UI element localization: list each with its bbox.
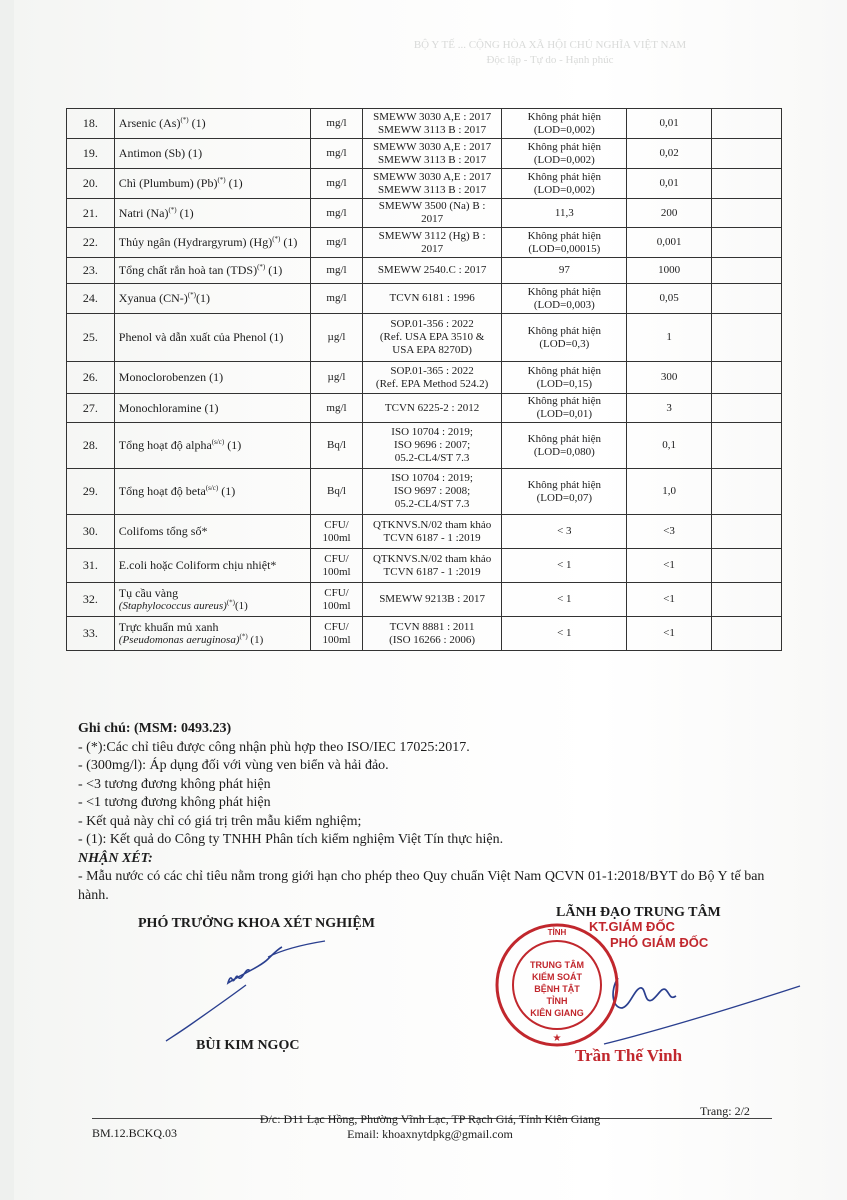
extra-column bbox=[711, 169, 781, 199]
allowed-limit: 1 bbox=[627, 314, 711, 362]
allowed-limit: 0,1 bbox=[627, 423, 711, 469]
note-line: - <1 tương đương không phát hiện bbox=[78, 795, 271, 810]
note-line: - <3 tương đương không phát hiện bbox=[78, 776, 271, 792]
allowed-limit: <3 bbox=[627, 515, 711, 549]
svg-text:BỆNH TẬT: BỆNH TẬT bbox=[534, 984, 580, 994]
unit: µg/l bbox=[311, 314, 363, 362]
test-method: SMEWW 3030 A,E : 2017 SMEWW 3113 B : 2017 bbox=[362, 169, 501, 199]
remark-text: - Mẫu nước có các chỉ tiêu nằm trong giới hạn cho phép theo Quy chuẩn Việt Nam QCVN 01-1:2018/BYT do Bộ Y tế ban hành. bbox=[78, 869, 765, 903]
form-code: BM.12.BCKQ.03 bbox=[92, 1126, 178, 1140]
allowed-limit: <1 bbox=[627, 617, 711, 651]
allowed-limit: 300 bbox=[627, 362, 711, 394]
unit: CFU/ 100ml bbox=[311, 549, 363, 583]
table-row bbox=[67, 284, 782, 314]
row-number: 22. bbox=[67, 228, 115, 258]
bleed-through-header: BỘ Y TẾ ... CỘNG HÒA XÃ HỘI CHỦ NGHĨA VIỆT NAM Độc lập - Tự do - Hạnh phúc bbox=[413, 39, 687, 66]
allowed-limit: <1 bbox=[627, 583, 711, 617]
unit: Bq/l bbox=[311, 469, 363, 515]
left-signatory-name: BÙI KIM NGỌC bbox=[196, 1038, 300, 1053]
extra-column bbox=[711, 617, 781, 651]
extra-column bbox=[711, 258, 781, 284]
left-signatory-title: PHÓ TRƯỞNG KHOA XÉT NGHIỆM bbox=[138, 916, 375, 931]
svg-text:TỈNH: TỈNH bbox=[546, 996, 568, 1006]
unit: Bq/l bbox=[311, 423, 363, 469]
test-result: Không phát hiện (LOD=0,07) bbox=[502, 469, 627, 515]
row-number: 32. bbox=[67, 583, 115, 617]
table-row bbox=[67, 139, 782, 169]
unit: mg/l bbox=[311, 109, 363, 139]
parameter-name: Tụ cầu vàng (Staphylococcus aureus)(*)(1) bbox=[114, 583, 310, 617]
footer-address: Đ/c: D11 Lạc Hồng, Phường Vĩnh Lạc, TP Rạch Giá, Tỉnh Kiên Giang Email: khoaxnytdpkg@gmail.com bbox=[259, 1112, 601, 1141]
table-row bbox=[67, 469, 782, 515]
test-method: TCVN 8881 : 2011 (ISO 16266 : 2006) bbox=[362, 617, 501, 651]
test-method: ISO 10704 : 2019; ISO 9696 : 2007; 05.2-CL4/ST 7.3 bbox=[362, 423, 501, 469]
test-method: SMEWW 3030 A,E : 2017 SMEWW 3113 B : 2017 bbox=[362, 109, 501, 139]
extra-column bbox=[711, 583, 781, 617]
test-result: Không phát hiện (LOD=0,01) bbox=[502, 394, 627, 423]
test-method: ISO 10704 : 2019; ISO 9697 : 2008; 05.2-CL4/ST 7.3 bbox=[362, 469, 501, 515]
test-method: SMEWW 2540.C : 2017 bbox=[362, 258, 501, 284]
unit: µg/l bbox=[311, 362, 363, 394]
test-result: Không phát hiện (LOD=0,3) bbox=[502, 314, 627, 362]
extra-column bbox=[711, 549, 781, 583]
parameter-name: Tổng hoạt độ beta$^{(s/c)}$ (1) bbox=[114, 469, 310, 515]
right-signatory-name: Trần Thế Vinh bbox=[575, 1046, 683, 1065]
svg-text:KIỂM SOÁT: KIỂM SOÁT bbox=[531, 972, 583, 982]
unit: mg/l bbox=[311, 284, 363, 314]
stamp-overlay-2: PHÓ GIÁM ĐỐC bbox=[610, 935, 709, 950]
allowed-limit: <1 bbox=[627, 549, 711, 583]
test-method: TCVN 6225-2 : 2012 bbox=[362, 394, 501, 423]
unit: mg/l bbox=[311, 169, 363, 199]
table-row bbox=[67, 362, 782, 394]
test-result: < 1 bbox=[502, 617, 627, 651]
unit: mg/l bbox=[311, 228, 363, 258]
test-method: TCVN 6181 : 1996 bbox=[362, 284, 501, 314]
stamp-overlay-1: KT.GIÁM ĐỐC bbox=[589, 919, 675, 934]
note-line: - (300mg/l): Áp dụng đối với vùng ven biển và hải đảo. bbox=[78, 758, 389, 773]
test-method: SMEWW 3030 A,E : 2017 SMEWW 3113 B : 2017 bbox=[362, 139, 501, 169]
table-row bbox=[67, 583, 782, 617]
row-number: 25. bbox=[67, 314, 115, 362]
test-method: SMEWW 3500 (Na) B : 2017 bbox=[362, 199, 501, 228]
table-row bbox=[67, 423, 782, 469]
note-line: - Kết quả này chỉ có giá trị trên mẫu kiểm nghiệm; bbox=[78, 813, 362, 829]
svg-text:KIÊN GIANG: KIÊN GIANG bbox=[530, 1008, 584, 1018]
table-row bbox=[67, 617, 782, 651]
unit: mg/l bbox=[311, 258, 363, 284]
extra-column bbox=[711, 228, 781, 258]
test-method: QTKNVS.N/02 tham khảo TCVN 6187 - 1 :2019 bbox=[362, 515, 501, 549]
row-number: 31. bbox=[67, 549, 115, 583]
row-number: 20. bbox=[67, 169, 115, 199]
table-row bbox=[67, 169, 782, 199]
row-number: 29. bbox=[67, 469, 115, 515]
table-row bbox=[67, 109, 782, 139]
extra-column bbox=[711, 284, 781, 314]
test-method: SMEWW 3112 (Hg) B : 2017 bbox=[362, 228, 501, 258]
extra-column bbox=[711, 515, 781, 549]
table-row bbox=[67, 258, 782, 284]
official-stamp bbox=[492, 920, 622, 1050]
allowed-limit: 0,05 bbox=[627, 284, 711, 314]
table-row bbox=[67, 199, 782, 228]
parameter-name: E.coli hoặc Coliform chịu nhiệt* bbox=[114, 549, 310, 583]
test-method: SOP.01-356 : 2022 (Ref. USA EPA 3510 & USA EPA 8270D) bbox=[362, 314, 501, 362]
test-result: < 1 bbox=[502, 583, 627, 617]
extra-column bbox=[711, 362, 781, 394]
test-method: SMEWW 9213B : 2017 bbox=[362, 583, 501, 617]
test-result: 11,3 bbox=[502, 199, 627, 228]
note-line: - (1): Kết quả do Công ty TNHH Phân tích kiểm nghiệm Việt Tín thực hiện. bbox=[78, 832, 504, 847]
test-result: Không phát hiện (LOD=0,002) bbox=[502, 109, 627, 139]
allowed-limit: 0,02 bbox=[627, 139, 711, 169]
table-row bbox=[67, 228, 782, 258]
test-result: < 3 bbox=[502, 515, 627, 549]
parameter-name: Monoclorobenzen (1) bbox=[114, 362, 310, 394]
parameter-name: Natri (Na)(*) (1) bbox=[114, 199, 310, 228]
row-number: 21. bbox=[67, 199, 115, 228]
allowed-limit: 0,001 bbox=[627, 228, 711, 258]
test-result: Không phát hiện (LOD=0,15) bbox=[502, 362, 627, 394]
parameter-name: Arsenic (As)(*) (1) bbox=[114, 109, 310, 139]
notes-title: Ghi chú: (MSM: 0493.23) bbox=[78, 721, 232, 736]
parameter-name: Thủy ngân (Hydrargyrum) (Hg)(*) (1) bbox=[114, 228, 310, 258]
parameter-name: Phenol và dẫn xuất của Phenol (1) bbox=[114, 314, 310, 362]
row-number: 18. bbox=[67, 109, 115, 139]
allowed-limit: 3 bbox=[627, 394, 711, 423]
parameter-name: Chì (Plumbum) (Pb)(*) (1) bbox=[114, 169, 310, 199]
results-table bbox=[66, 108, 782, 651]
row-number: 19. bbox=[67, 139, 115, 169]
remark-title: NHẬN XÉT: bbox=[78, 850, 153, 866]
allowed-limit: 0,01 bbox=[627, 169, 711, 199]
note-line: - (*):Các chỉ tiêu được công nhận phù hợp theo ISO/IEC 17025:2017. bbox=[78, 739, 470, 755]
extra-column bbox=[711, 423, 781, 469]
test-result: 97 bbox=[502, 258, 627, 284]
unit: CFU/ 100ml bbox=[311, 583, 363, 617]
row-number: 30. bbox=[67, 515, 115, 549]
test-result: Không phát hiện (LOD=0,080) bbox=[502, 423, 627, 469]
right-signatory-title: LÃNH ĐẠO TRUNG TÂM bbox=[556, 905, 721, 920]
unit: mg/l bbox=[311, 199, 363, 228]
unit: CFU/ 100ml bbox=[311, 617, 363, 651]
parameter-name: Monochloramine (1) bbox=[114, 394, 310, 423]
test-result: < 1 bbox=[502, 549, 627, 583]
parameter-name: Tổng hoạt độ alpha$^{(s/c)}$ (1) bbox=[114, 423, 310, 469]
unit: CFU/ 100ml bbox=[311, 515, 363, 549]
test-method: QTKNVS.N/02 tham khảo TCVN 6187 - 1 :2019 bbox=[362, 549, 501, 583]
extra-column bbox=[711, 139, 781, 169]
parameter-name: Xyanua (CN-)(*)(1) bbox=[114, 284, 310, 314]
row-number: 28. bbox=[67, 423, 115, 469]
row-number: 26. bbox=[67, 362, 115, 394]
svg-text:★: ★ bbox=[552, 1033, 562, 1044]
svg-text:TRUNG TÂM: TRUNG TÂM bbox=[530, 960, 584, 970]
right-signature bbox=[600, 960, 830, 1060]
unit: mg/l bbox=[311, 139, 363, 169]
table-row bbox=[67, 549, 782, 583]
left-signature bbox=[150, 935, 350, 1045]
row-number: 27. bbox=[67, 394, 115, 423]
extra-column bbox=[711, 199, 781, 228]
allowed-limit: 1000 bbox=[627, 258, 711, 284]
test-result: Không phát hiện (LOD=0,002) bbox=[502, 139, 627, 169]
parameter-name: Trực khuẩn mủ xanh (Pseudomonas aeruginosa)(*) (1) bbox=[114, 617, 310, 651]
row-number: 24. bbox=[67, 284, 115, 314]
extra-column bbox=[711, 314, 781, 362]
row-number: 23. bbox=[67, 258, 115, 284]
extra-column bbox=[711, 394, 781, 423]
row-number: 33. bbox=[67, 617, 115, 651]
test-result: Không phát hiện (LOD=0,003) bbox=[502, 284, 627, 314]
allowed-limit: 200 bbox=[627, 199, 711, 228]
extra-column bbox=[711, 469, 781, 515]
parameter-name: Colifoms tổng số* bbox=[114, 515, 310, 549]
parameter-name: Tổng chất rắn hoà tan (TDS)(*) (1) bbox=[114, 258, 310, 284]
stamp-top-text: TỈNH bbox=[547, 928, 567, 937]
page-number: Trang: 2/2 bbox=[700, 1104, 750, 1118]
table-row bbox=[67, 314, 782, 362]
unit: mg/l bbox=[311, 394, 363, 423]
allowed-limit: 0,01 bbox=[627, 109, 711, 139]
extra-column bbox=[711, 109, 781, 139]
table-row bbox=[67, 394, 782, 423]
test-result: Không phát hiện (LOD=0,00015) bbox=[502, 228, 627, 258]
parameter-name: Antimon (Sb) (1) bbox=[114, 139, 310, 169]
allowed-limit: 1,0 bbox=[627, 469, 711, 515]
test-method: SOP.01-365 : 2022 (Ref. EPA Method 524.2) bbox=[362, 362, 501, 394]
table-row bbox=[67, 515, 782, 549]
test-result: Không phát hiện (LOD=0,002) bbox=[502, 169, 627, 199]
notes-section bbox=[78, 720, 798, 905]
